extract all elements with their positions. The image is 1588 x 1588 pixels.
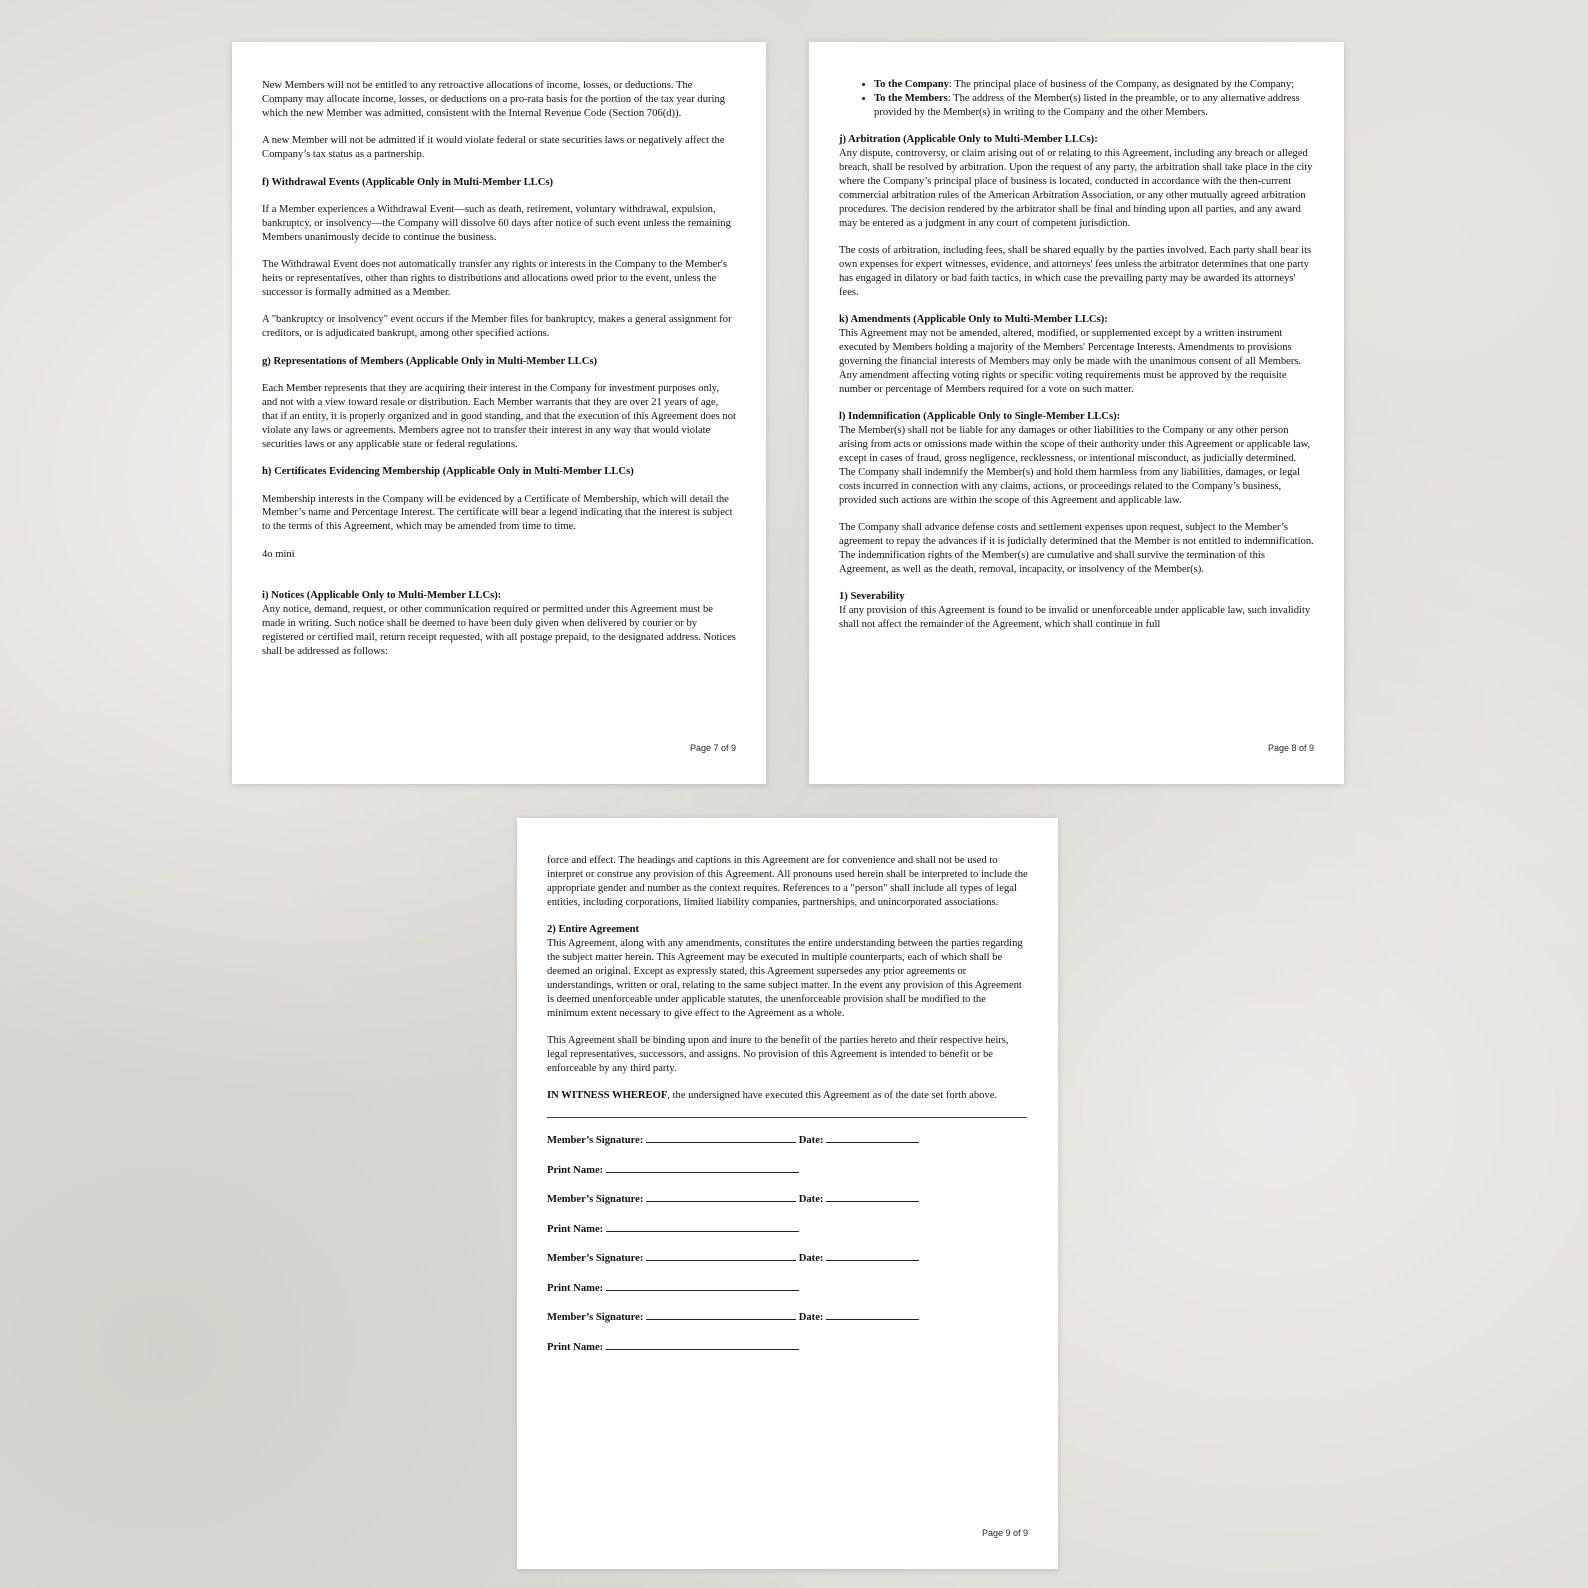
- list-item-text: : The address of the Member(s) listed in the preamble, or to any alternative address provided by the Member(s) in writing to the Company and the other Members.: [874, 92, 1300, 118]
- section-heading-severability: 1) Severability: [839, 591, 905, 603]
- page-number: Page 7 of 9: [689, 743, 736, 754]
- list-item-label: To the Company: [874, 79, 949, 90]
- print-name-label: Print Name:: [547, 1282, 604, 1294]
- divider: [547, 1117, 1027, 1118]
- signature-field[interactable]: [646, 1309, 796, 1320]
- signature-row: [547, 1191, 1028, 1207]
- paragraph: Any notice, demand, request, or other communication required or permitted under this Agreement must be made in writing. Such notice shall be deemed to have been duly given when delivered by courier or by registered or certified mail, return receipt requested, with all postage prepaid, to the designated address. Notices shall be addressed as follows:: [262, 604, 736, 657]
- date-label: Date:: [798, 1135, 824, 1147]
- page-number: Page 9 of 9: [981, 1528, 1028, 1539]
- print-name-label: Print Name:: [547, 1341, 604, 1353]
- paragraph: A new Member will not be admitted if it would violate federal or state securities laws or negatively affect the Company’s tax status as a partnership.: [262, 135, 725, 161]
- signature-row: [547, 1132, 1028, 1148]
- section-heading-h: h) Certificates Evidencing Membership (Applicable Only in Multi-Member LLCs): [262, 466, 634, 478]
- signature-row: [547, 1250, 1028, 1266]
- paragraph: The Member(s) shall not be liable for any damages or other liabilities to the Company or any other person arising from acts or omissions made within the scope of their authority under this Agreement or applicable law, except in cases of fraud, gross negligence, recklessness, or intentional misconduct, as judicially determined. The Company shall indemnify the Member(s) and hold them harmless from any liabilities, damages, or legal costs incurred in connection with any claims, actions, or proceedings related to the Company’s business, provided such actions are within the scope of this Agreement and applicable law.: [839, 425, 1311, 506]
- print-name-row: [547, 1339, 1028, 1355]
- signature-label: Member’s Signature:: [547, 1194, 644, 1206]
- paragraph: This Agreement may not be amended, altered, modified, or supplemented except by a written instrument executed by Members holding a majority of the Members' Percentage Interests. Amendments to provisions governing the financial interests of Members may only be made with the unanimous consent of all Members. Any amendment affecting voting rights or specific voting requirements must be approved by the requisite number or percentage of Members required for a vote on such matter.: [839, 328, 1302, 395]
- signature-field[interactable]: [646, 1132, 796, 1143]
- section-heading-g: g) Representations of Members (Applicable Only in Multi-Member LLCs): [262, 355, 598, 367]
- print-name-field[interactable]: [606, 1339, 799, 1350]
- paragraph: This Agreement, along with any amendments, constitutes the entire understanding between the parties regarding the subject matter herein. This Agreement may be executed in multiple counterparts, each of which shall be deemed an original. Except as expressly stated, this Agreement supersedes any prior agreements or understandings, written or oral, relating to the same subject matter. In the event any provision of this Agreement is deemed unenforceable under applicable statutes, the unenforceable provision shall be modified to the minimum extent necessary to give effect to the Agreement as a whole.: [547, 938, 1023, 1019]
- paragraph: A "bankruptcy or insolvency" event occurs if the Member files for bankruptcy, makes a general assignment for creditors, or is adjudicated bankrupt, among other specified actions.: [262, 314, 732, 340]
- print-name-label: Print Name:: [547, 1164, 604, 1176]
- page-9: [517, 818, 1058, 1569]
- date-label: Date:: [798, 1312, 824, 1324]
- paragraph: The Withdrawal Event does not automatically transfer any rights or interests in the Company to the Member's heirs or representatives, other than rights to distributions and allocations owed prior to the event, unless the successor is formally admitted as a Member.: [262, 259, 727, 298]
- paragraph: Each Member represents that they are acquiring their interest in the Company for investment purposes only, and not with a view toward resale or distribution. Each Member warrants that they are over 21 years of age, that if an entity, it is properly organized and in good standing, and that the execution of this Agreement does not violate any laws or agreements. Members agree not to transfer their interest in any way that would violate securities laws or any applicable state or federal regulations.: [262, 383, 736, 450]
- date-label: Date:: [798, 1253, 824, 1265]
- paragraph: The costs of arbitration, including fees, shall be shared equally by the parties involved. Each party shall bear its own expenses for expert witnesses, evidence, and attorneys' fees unless the arbitrator determines that one party has engaged in dilatory or bad faith tactics, in which case the prevailing party may be awarded its attorneys' fees.: [839, 245, 1312, 298]
- signature-row: [547, 1309, 1028, 1325]
- print-name-label: Print Name:: [547, 1223, 604, 1235]
- paragraph: The Company shall advance defense costs and settlement expenses upon request, subject to the Member’s agreement to repay the advances if it is judicially determined that the Member is not entitled to indemnification. The indemnification rights of the Member(s) are cumulative and shall survive the termination of this Agreement, as well as the death, removal, incapacity, or insolvency of the Member(s).: [839, 521, 1314, 575]
- section-heading-j: j) Arbitration (Applicable Only to Multi-Member LLCs):: [839, 134, 1098, 146]
- date-field[interactable]: [826, 1309, 919, 1320]
- page-number: Page 8 of 9: [1267, 743, 1314, 754]
- paragraph: If a Member experiences a Withdrawal Event—such as death, retirement, voluntary withdrawal, expulsion, bankruptcy, or insolvency—the Company will dissolve 60 days after notice of such event unless the remaining Members unanimously decide to continue the business.: [262, 203, 731, 243]
- date-field[interactable]: [826, 1132, 919, 1143]
- print-name-row: [547, 1162, 1028, 1178]
- paragraph: New Members will not be entitled to any retroactive allocations of income, losses, or deductions. The Company may allocate income, losses, or deductions on a pro-rata basis for the portion of the tax year during which the new Member was admitted, consistent with the Internal Revenue Code (Section 706(d)).: [262, 80, 726, 119]
- list-item: [874, 92, 1314, 120]
- page-7: [232, 42, 766, 784]
- signature-label: Member’s Signature:: [547, 1253, 644, 1265]
- list-item-label: To the Members: [874, 92, 948, 104]
- section-heading-k: k) Amendments (Applicable Only to Multi-Member LLCs):: [839, 314, 1108, 326]
- witness-text: , the undersigned have executed this Agreement as of the date set forth above.: [667, 1090, 998, 1102]
- section-heading-entire-agreement: 2) Entire Agreement: [547, 924, 639, 936]
- list-item-text: : The principal place of business of the Company, as designated by the Company;: [948, 79, 1295, 90]
- paragraph: force and effect. The headings and captions in this Agreement are for convenience and shall not be used to interpret or construe any provision of this Agreement. All pronouns used herein shall be interpreted to include the appropriate gender and number as the context requires. References to a "person" shall include all types of legal entities, including corporations, limited liability companies, partnerships, and unincorporated associations.: [547, 855, 1028, 908]
- print-name-row: [547, 1280, 1028, 1296]
- paragraph: If any provision of this Agreement is found to be invalid or unenforceable under applicable law, such invalidity shall not affect the remainder of the Agreement, which shall continue in full: [839, 605, 1311, 630]
- print-name-field[interactable]: [606, 1162, 799, 1173]
- signature-label: Member’s Signature:: [547, 1135, 644, 1147]
- section-heading-f: f) Withdrawal Events (Applicable Only in Multi-Member LLCs): [262, 176, 554, 188]
- print-name-field[interactable]: [606, 1280, 799, 1291]
- date-field[interactable]: [826, 1250, 919, 1261]
- page-8: [809, 42, 1344, 784]
- date-label: Date:: [798, 1194, 824, 1206]
- signature-field[interactable]: [646, 1250, 796, 1261]
- section-heading-i: i) Notices (Applicable Only to Multi-Member LLCs):: [262, 590, 502, 602]
- paragraph: Membership interests in the Company will be evidenced by a Certificate of Membership, which will detail the Member’s name and Percentage Interest. The certificate will bear a legend indicating that the interest is subject to the terms of this Agreement, which may be amended from time to time.: [262, 493, 733, 533]
- signature-label: Member’s Signature:: [547, 1312, 644, 1324]
- print-name-field[interactable]: [606, 1221, 799, 1232]
- print-name-row: [547, 1221, 1028, 1237]
- paragraph: This Agreement shall be binding upon and inure to the benefit of the parties hereto and their respective heirs, legal representatives, successors, and assigns. No provision of this Agreement is intended to benefit or be enforceable by any third party.: [547, 1034, 1009, 1074]
- witness-clause: [547, 1089, 1028, 1103]
- signature-field[interactable]: [646, 1191, 796, 1202]
- stray-text: 4o mini: [262, 548, 295, 560]
- date-field[interactable]: [826, 1191, 919, 1202]
- list-item: [874, 78, 1314, 92]
- notice-address-list: [839, 78, 1314, 120]
- section-heading-l: l) Indemnification (Applicable Only to Single-Member LLCs):: [839, 411, 1121, 423]
- paragraph: Any dispute, controversy, or claim arising out of or relating to this Agreement, including any breach or alleged breach, shall be resolved by arbitration. Upon the request of any party, the arbitration shall take place in the city where the Company’s principal place of business is located, conducted in accordance with the then-current commercial arbitration rules of the American Arbitration Association, or any other mutually agreed arbitration procedures. The decision rendered by the arbitrator shall be final and binding upon all parties, and any award may be entered as a judgment in any court of competent jurisdiction.: [839, 148, 1313, 229]
- spacer: [262, 575, 736, 589]
- witness-label: IN WITNESS WHEREOF: [547, 1090, 668, 1102]
